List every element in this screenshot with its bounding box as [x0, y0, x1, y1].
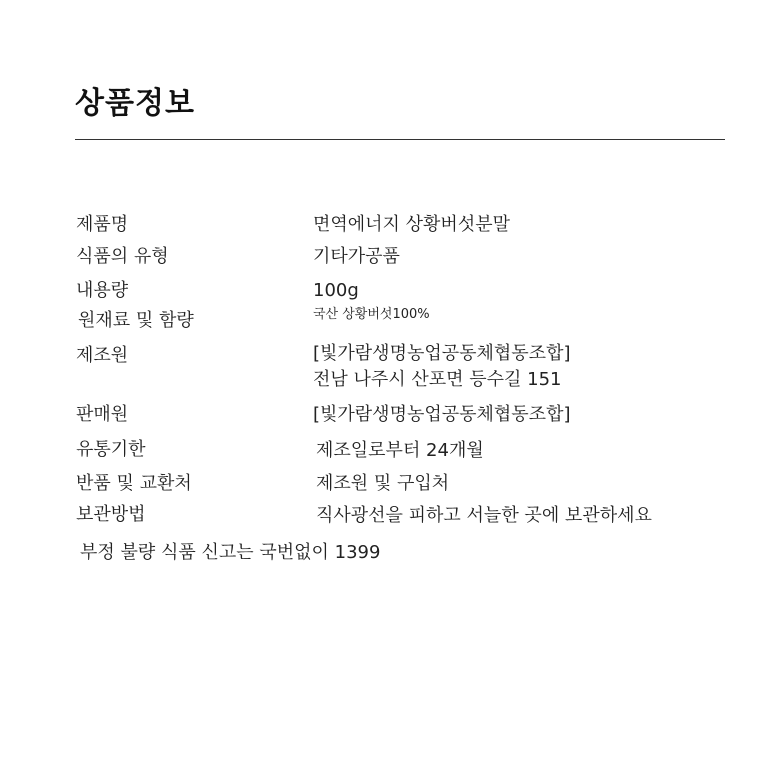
value-storage: 직사광선을 피하고 서늘한 곳에 보관하세요	[316, 505, 652, 526]
label-seller: 판매원	[76, 404, 129, 425]
label-storage: 보관방법	[76, 504, 146, 525]
value-manufacturer-address: 전남 나주시 산포면 등수길 151	[313, 369, 562, 390]
value-return-exchange: 제조원 및 구입처	[316, 473, 450, 494]
value-food-type: 기타가공품	[313, 246, 400, 267]
label-content-amount: 내용량	[76, 280, 129, 301]
value-ingredients: 국산 상황버섯100%	[313, 307, 430, 322]
value-product-name: 면역에너지 상황버섯분말	[313, 214, 510, 235]
title-divider	[75, 139, 725, 140]
label-ingredients: 원재료 및 함량	[78, 310, 194, 331]
label-return-exchange: 반품 및 교환처	[76, 473, 192, 494]
label-manufacturer: 제조원	[76, 345, 129, 366]
value-manufacturer: [빛가람생명농업공동체협동조합]	[313, 343, 571, 364]
report-notice: 부정 불량 식품 신고는 국번없이 1399	[80, 542, 381, 563]
label-product-name: 제품명	[76, 214, 129, 235]
label-expiration: 유통기한	[76, 439, 146, 460]
label-food-type: 식품의 유형	[76, 246, 169, 267]
value-content-amount: 100g	[313, 280, 359, 301]
value-expiration: 제조일로부터 24개월	[316, 440, 484, 461]
page-title: 상품정보	[75, 86, 195, 121]
value-seller: [빛가람생명농업공동체협동조합]	[313, 404, 571, 425]
